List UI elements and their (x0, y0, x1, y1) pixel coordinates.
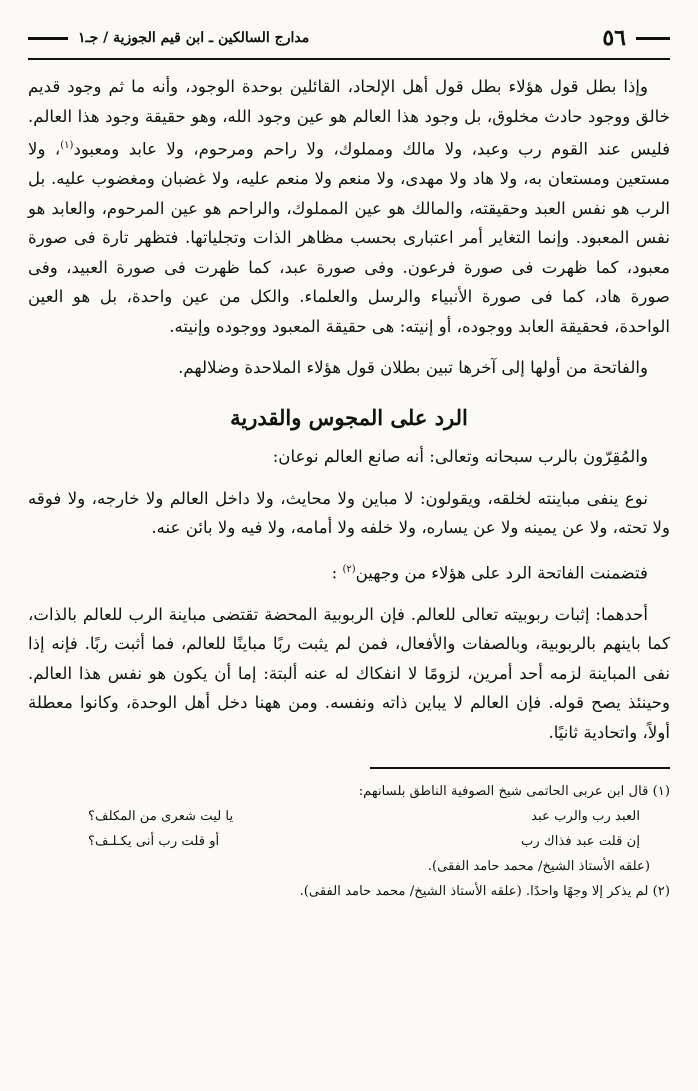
hemistich: يا ليت شعرى من المكلف؟ (88, 808, 234, 824)
header-dash (28, 37, 68, 40)
footnote-2: (٢) لم يذكر إلا وجهًا واحدًا. (علقه الأستاذ الشيخ/ محمد حامد الفقى). (299, 883, 670, 899)
paragraph: نوع ينفى مباينته لخلقه، ويقولون: لا مباين ولا محايث، ولا داخل العالم ولا خارجه، ولا فوقه ولا تحته، ولا عن يمينه ولا عن يساره، ولا خلفه ولا أمامه، ولا فيه ولا بائن عنه. (28, 488, 670, 538)
running-title (28, 30, 309, 46)
paragraph: وإذا بطل قول هؤلاء بطل قول أهل الإلحاد، القائلين بوحدة الوجود، وأنه ما ثم وجود قديم خالق ووجود حادث مخلوق، بل وجود هذا العالم هو عين وجود الله، وهو حقيقة وجود هذا العالم. فليس عند القوم رب وعبد، ولا مالك ومملوك، ولا راحم ومرحوم، ولا عابد ومعبود$^{(١)}$، ولا مستعين ومستعان به، ولا هاد ولا مهدى، ولا منعم ولا منعم عليه، ولا غضبان ومغضوب عليه. بل الرب هو نفس العبد وحقيقته، والمالك هو عين المملوك، والراحم هو عين المرحوم، والعابد هو نفس المعبود. وإنما التغاير أمر اعتبارى بحسب مظاهر الذات وتجلياتها. فتظهر تارة فى صورة معبود، كما ظهرت فى صورة فرعون. وفى صورة عبد، كما ظهرت فى صورة العبيد، وفى صورة هاد، كما فى صورة الأنبياء والرسل والعلماء. والكل من عين واحدة، بل هو العين الواحدة، فحقيقة العابد ووجوده، أو إنيته: هى حقيقة المعبود ووجوده وإنيته. (28, 77, 671, 336)
footnote-ref: (٢) (342, 563, 356, 575)
paragraph: فتضمنت الفاتحة الرد على هؤلاء من وجهين$^{(٢)}$ : (331, 563, 648, 583)
footnote-divider (370, 767, 670, 769)
main-text (28, 72, 670, 747)
page-number-text: ٥٦ (602, 25, 626, 51)
footnote-ref: (١) (60, 140, 74, 151)
footnote-1: (١) قال ابن عربى الحاتمى شيخ الصوفية الناطق بلسانهم: (358, 783, 670, 799)
paragraph: والفاتحة من أولها إلى آخرها تبين بطلان قول هؤلاء الملاحدة وضلالهم. (178, 358, 648, 378)
footnotes (28, 779, 670, 904)
paragraph: والمُقِرّون بالرب سبحانه وتعالى: أنه صانع العالم نوعان: (272, 447, 648, 467)
footnote-attribution: (علقه الأستاذ الشيخ/ محمد حامد الفقى). (427, 858, 650, 874)
page-number (602, 25, 670, 51)
book-page (28, 18, 670, 1081)
section-heading: الرد على المجوس والقدرية (230, 404, 468, 430)
page-header (28, 18, 670, 60)
header-dash (636, 37, 670, 40)
hemistich: إن قلت عبد فذاك رب (520, 833, 640, 849)
hemistich: العبد رب والرب عبد (531, 808, 640, 824)
poem-line (28, 829, 670, 854)
poem-line (28, 804, 670, 829)
running-title-text: مدارج السالكين ـ ابن قيم الجوزية / جـ١ (78, 30, 310, 46)
hemistich: أو قلت رب أنى يكـلـف؟ (88, 833, 220, 849)
paragraph: أحدهما: إثبات ربوبيته تعالى للعالم. فإن الربوبية المحضة تقتضى مباينة الرب للعالم بالذات، كما باينهم بالربوبية، وبالصفات والأفعال، فمن لم يثبت ربًا مباينًا للعالم، فما أثبت ربًا. فإنه إذا نفى المباينة لزمه أحد أمرين، لزومًا لا انفكاك له عنه ألبتة: إما أن يكون هو نفس هذا العالم. وحينئذ يصح قوله. فإن العالم لا يباين ذاته ونفسه. ومن ههنا دخل أهل الوحدة، وكانوا معطلة أولاً، واتحادية ثانيًا. (28, 604, 670, 742)
